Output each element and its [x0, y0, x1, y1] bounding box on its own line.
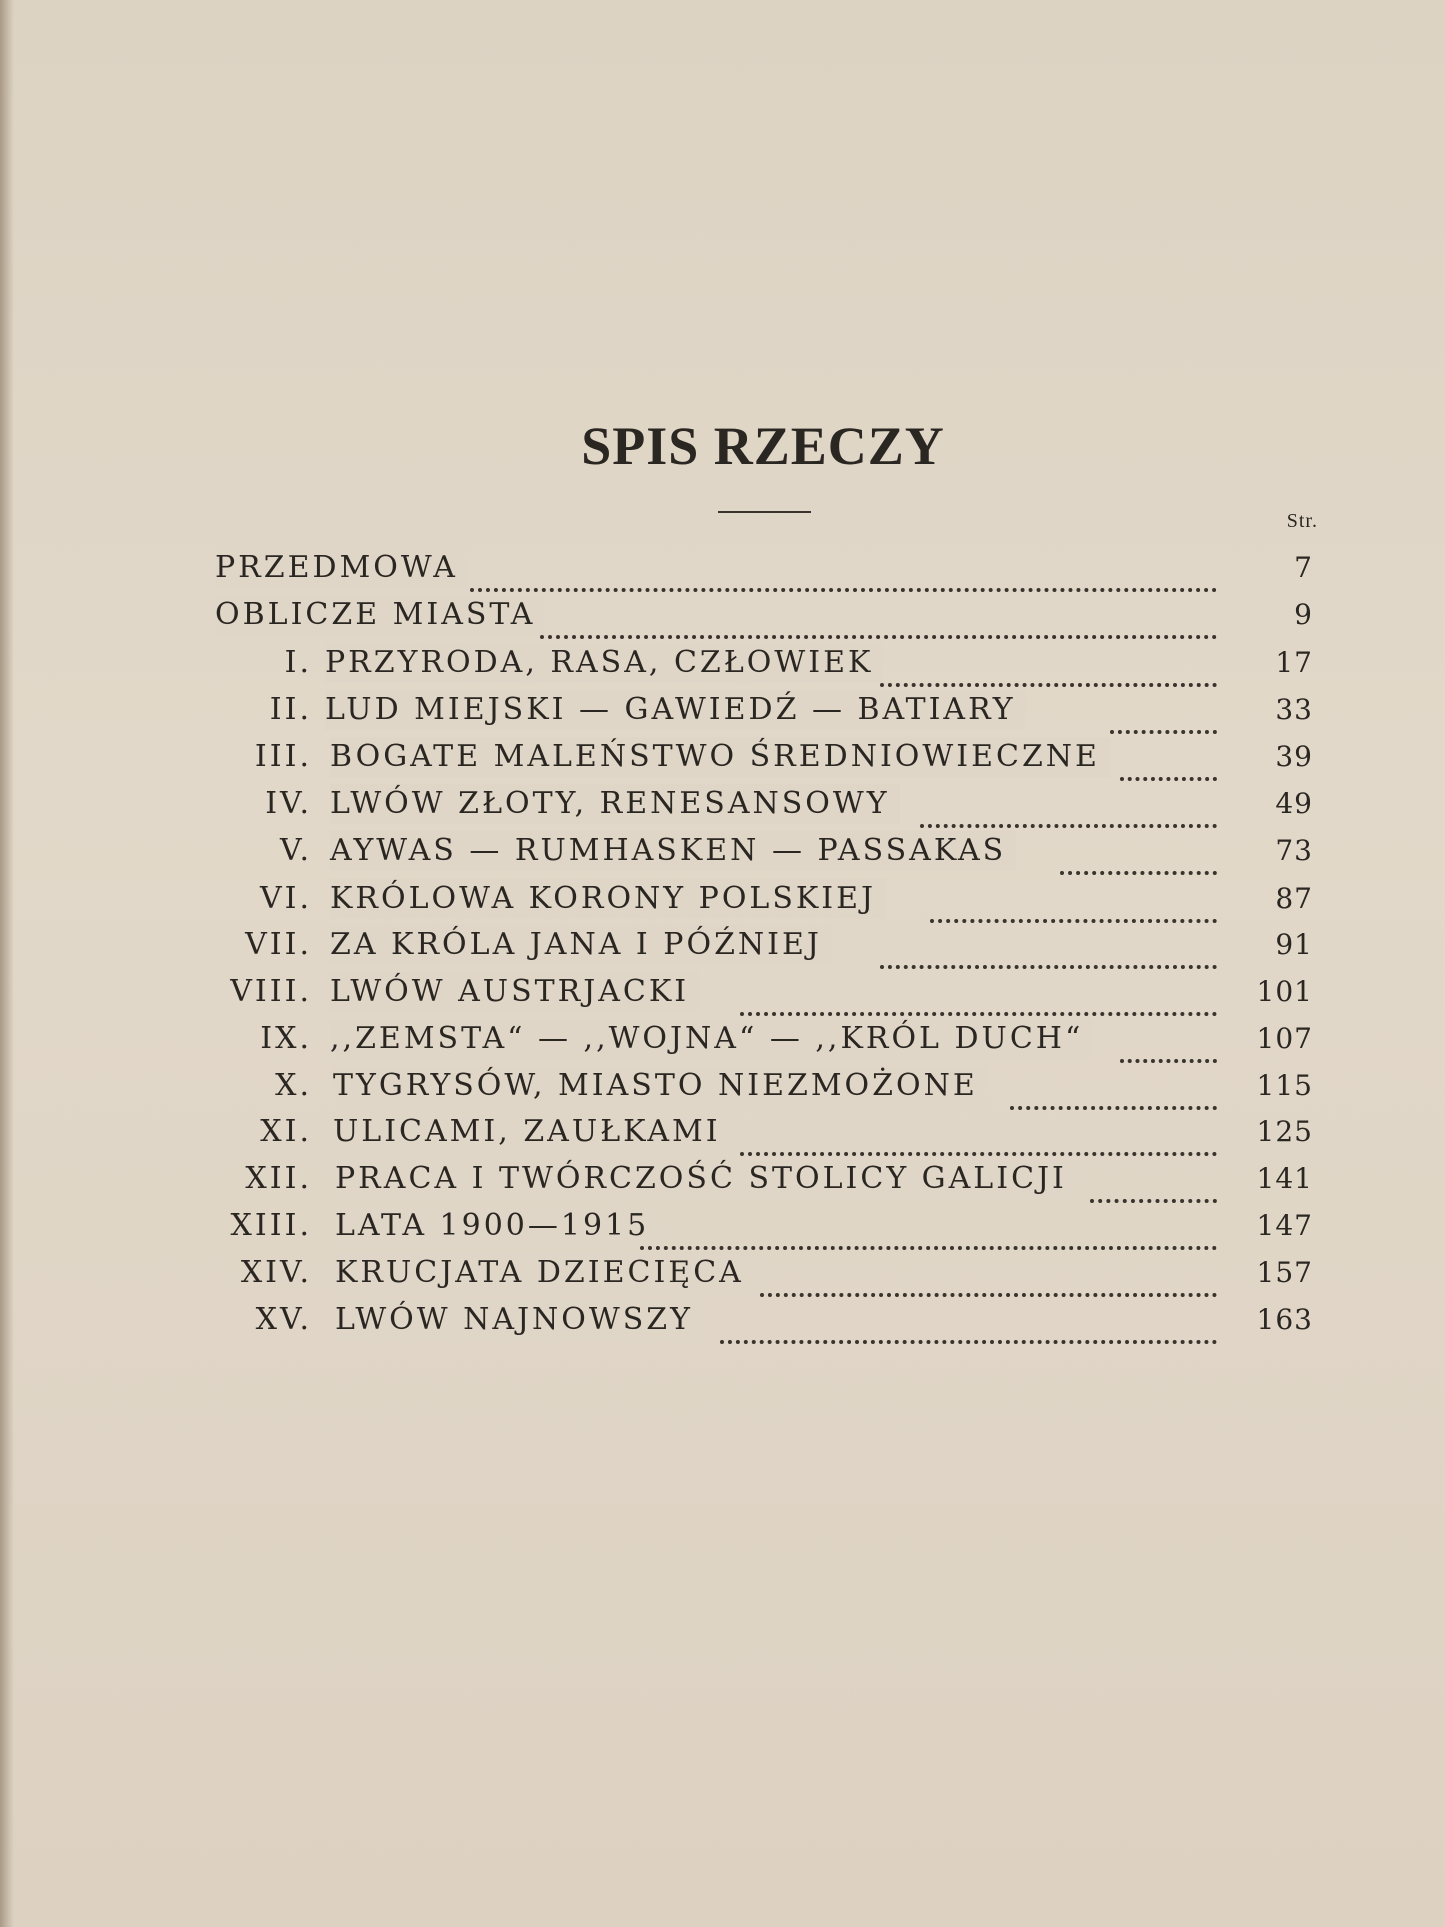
chapter-number: XII.: [245, 1161, 312, 1196]
page-number: 147: [1256, 1209, 1313, 1242]
chapter-number: I.: [284, 645, 312, 680]
chapter-title: LWÓW NAJNOWSZY: [335, 1300, 703, 1340]
dot-leader: [1060, 843, 1217, 875]
dot-leader: [1120, 749, 1217, 781]
chapter-number: XI.: [260, 1114, 312, 1149]
chapter-number: VI.: [259, 881, 312, 916]
chapter-title: AYWAS — RUMHASKEN — PASSAKAS: [330, 831, 1016, 871]
page-number: 163: [1256, 1303, 1313, 1336]
toc-entry[interactable]: [0, 690, 1445, 738]
toc-entry[interactable]: [0, 784, 1445, 832]
page-title: SPIS RZECZY: [581, 416, 945, 476]
toc-entry[interactable]: [0, 1019, 1445, 1067]
dot-leader: [760, 1265, 1217, 1297]
dot-leader: [1090, 1171, 1217, 1203]
dot-leader: [540, 607, 1217, 639]
page-number: 91: [1275, 928, 1313, 961]
dot-leader: [920, 796, 1217, 828]
chapter-number: IX.: [260, 1021, 312, 1056]
dot-leader: [1110, 702, 1217, 734]
chapter-number: XIV.: [240, 1255, 312, 1290]
chapter-number: XV.: [255, 1302, 312, 1337]
toc-entry[interactable]: [0, 972, 1445, 1020]
chapter-title: PRZEDMOWA: [215, 548, 468, 588]
toc-entry[interactable]: [0, 548, 1445, 596]
chapter-title: ,,ZEMSTA“ — ,,WOJNA“ — ,,KRÓL DUCH“: [330, 1019, 1093, 1059]
chapter-number: III.: [254, 739, 312, 774]
dot-leader: [1120, 1031, 1217, 1063]
chapter-number: X.: [275, 1068, 312, 1103]
page-number: 17: [1275, 646, 1313, 679]
toc-entry[interactable]: [0, 925, 1445, 973]
page-number: 107: [1256, 1022, 1313, 1055]
chapter-title: TYGRYSÓW, MIASTO NIEZMOŻONE: [333, 1066, 988, 1106]
title-rule: [718, 511, 811, 513]
chapter-title: LATA 1900—1915: [335, 1206, 659, 1246]
toc-entry[interactable]: [0, 831, 1445, 879]
chapter-title: KRÓLOWA KORONY POLSKIEJ: [330, 879, 886, 919]
page-number: 141: [1256, 1162, 1313, 1195]
page-number: 9: [1294, 598, 1313, 631]
toc-entry[interactable]: [0, 1206, 1445, 1254]
chapter-title: LWÓW ZŁOTY, RENESANSOWY: [330, 784, 900, 824]
chapter-title: PRZYRODA, RASA, CZŁOWIEK: [325, 643, 883, 683]
chapter-number: II.: [269, 692, 312, 727]
chapter-title: KRUCJATA DZIECIĘCA: [335, 1253, 754, 1293]
page-number: 49: [1275, 787, 1313, 820]
chapter-title: LUD MIEJSKI — GAWIEDŹ — BATIARY: [325, 690, 1026, 730]
toc-entry[interactable]: [0, 737, 1445, 785]
dot-leader: [640, 1218, 1217, 1250]
chapter-title: OBLICZE MIASTA: [215, 595, 545, 635]
page-number: 115: [1256, 1069, 1313, 1102]
chapter-title: PRACA I TWÓRCZOŚĆ STOLICY GALICJI: [335, 1159, 1077, 1199]
chapter-title: ULICAMI, ZAUŁKAMI: [333, 1112, 731, 1152]
dot-leader: [880, 655, 1217, 687]
chapter-title: LWÓW AUSTRJACKI: [330, 972, 699, 1012]
dot-leader: [740, 984, 1217, 1016]
dot-leader: [1010, 1078, 1217, 1110]
toc-entry[interactable]: [0, 643, 1445, 691]
dot-leader: [470, 560, 1217, 592]
page-number: 73: [1275, 834, 1313, 867]
toc-entry[interactable]: [0, 1300, 1445, 1348]
page-number: 101: [1256, 975, 1313, 1008]
toc-entry[interactable]: [0, 1253, 1445, 1301]
toc-entry[interactable]: [0, 1066, 1445, 1114]
dot-leader: [930, 891, 1217, 923]
page-number: 39: [1275, 740, 1313, 773]
page-number: 157: [1256, 1256, 1313, 1289]
page-number: 87: [1275, 882, 1313, 915]
chapter-title: ZA KRÓLA JANA I PÓŹNIEJ: [330, 925, 832, 965]
dot-leader: [740, 1124, 1217, 1156]
chapter-number: VIII.: [230, 974, 312, 1009]
chapter-number: XIII.: [230, 1208, 312, 1243]
chapter-number: V.: [280, 833, 312, 868]
toc-entry[interactable]: [0, 1159, 1445, 1207]
toc-entry[interactable]: [0, 595, 1445, 643]
chapter-number: VII.: [245, 927, 312, 962]
page-column-label: Str.: [1286, 510, 1318, 532]
chapter-title: BOGATE MALEŃSTWO ŚREDNIOWIECZNE: [330, 737, 1110, 777]
toc-entry[interactable]: [0, 879, 1445, 927]
page-number: 33: [1275, 693, 1313, 726]
toc-entry[interactable]: [0, 1112, 1445, 1160]
dot-leader: [720, 1312, 1217, 1344]
page-number: 125: [1256, 1115, 1313, 1148]
dot-leader: [880, 937, 1217, 969]
page-number: 7: [1294, 551, 1313, 584]
chapter-number: IV.: [265, 786, 312, 821]
